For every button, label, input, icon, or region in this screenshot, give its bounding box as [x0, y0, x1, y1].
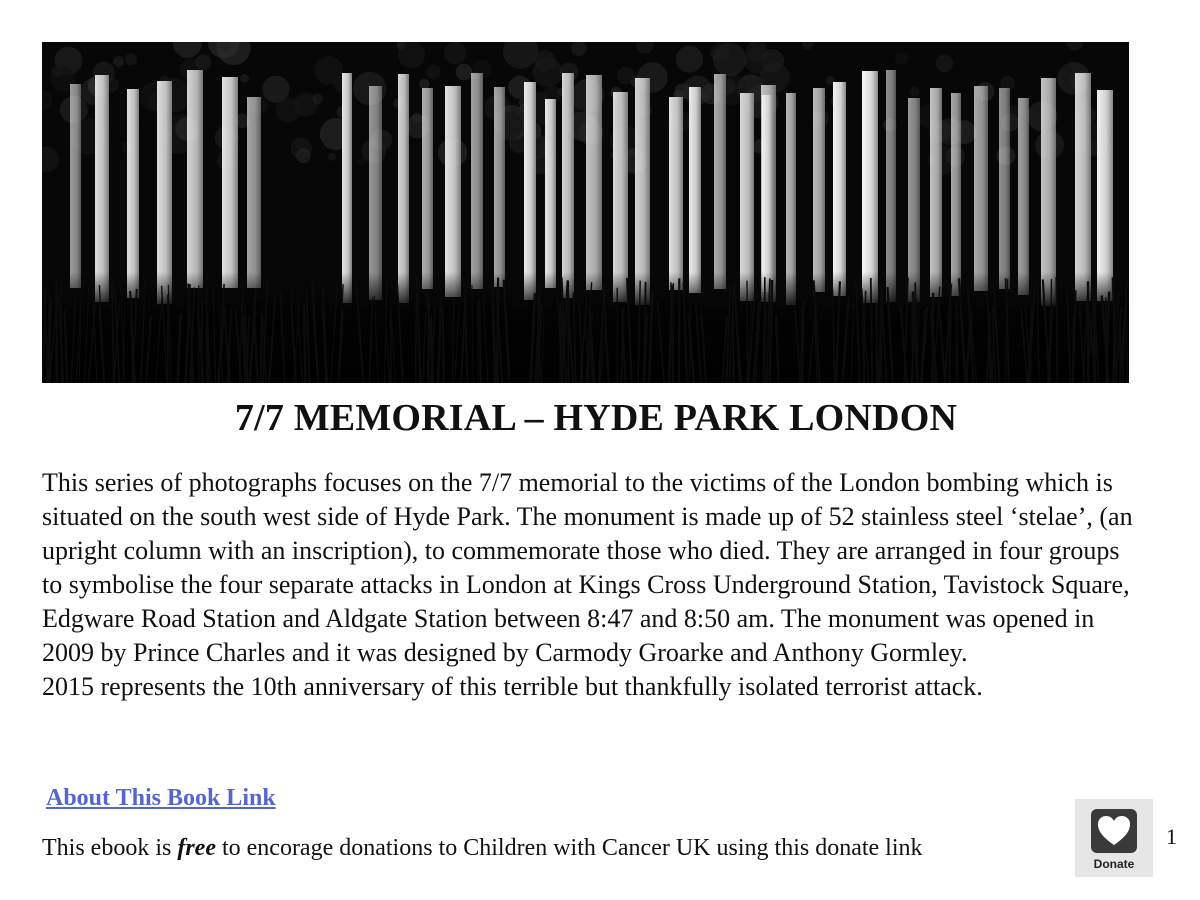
about-this-book-link[interactable]: About This Book Link	[46, 785, 276, 811]
donate-button[interactable]	[1075, 799, 1153, 877]
heart-icon	[1091, 809, 1137, 853]
description-text	[42, 466, 1142, 704]
donate-label: Donate	[1093, 857, 1135, 871]
description-paragraph: This series of photographs focuses on the 7/7 memorial to the victims of the London bombing which is situated on the south west side of Hyde Park. The monument is made up of 52 stainless steel ‘stelae’, (an upright column with an inscription), to commemorate those who died. They are arranged in four groups to symbolise the four separate attacks in London at Kings Cross Underground Station, Tavistock Square, Edgware Road Station and Aldgate Station between 8:47 and 8:50 am. The monument was opened in 2009 by Prince Charles and it was designed by Carmody Groarke and Anthony Gormley.	[42, 468, 1133, 667]
donation-note-text: This ebook is	[42, 835, 178, 861]
donation-note-text: to encorage donations to Children with Cancer UK using this donate link	[215, 835, 923, 861]
free-emphasis: free	[177, 835, 216, 861]
description-paragraph: 2015 represents the 10th anniversary of this terrible but thankfully isolated terrorist attack.	[42, 672, 983, 701]
donation-note	[42, 835, 923, 862]
page-title: 7/7 MEMORIAL – HYDE PARK LONDON	[234, 397, 958, 439]
page-number: 1	[1166, 824, 1177, 849]
memorial-photo	[42, 42, 1129, 383]
